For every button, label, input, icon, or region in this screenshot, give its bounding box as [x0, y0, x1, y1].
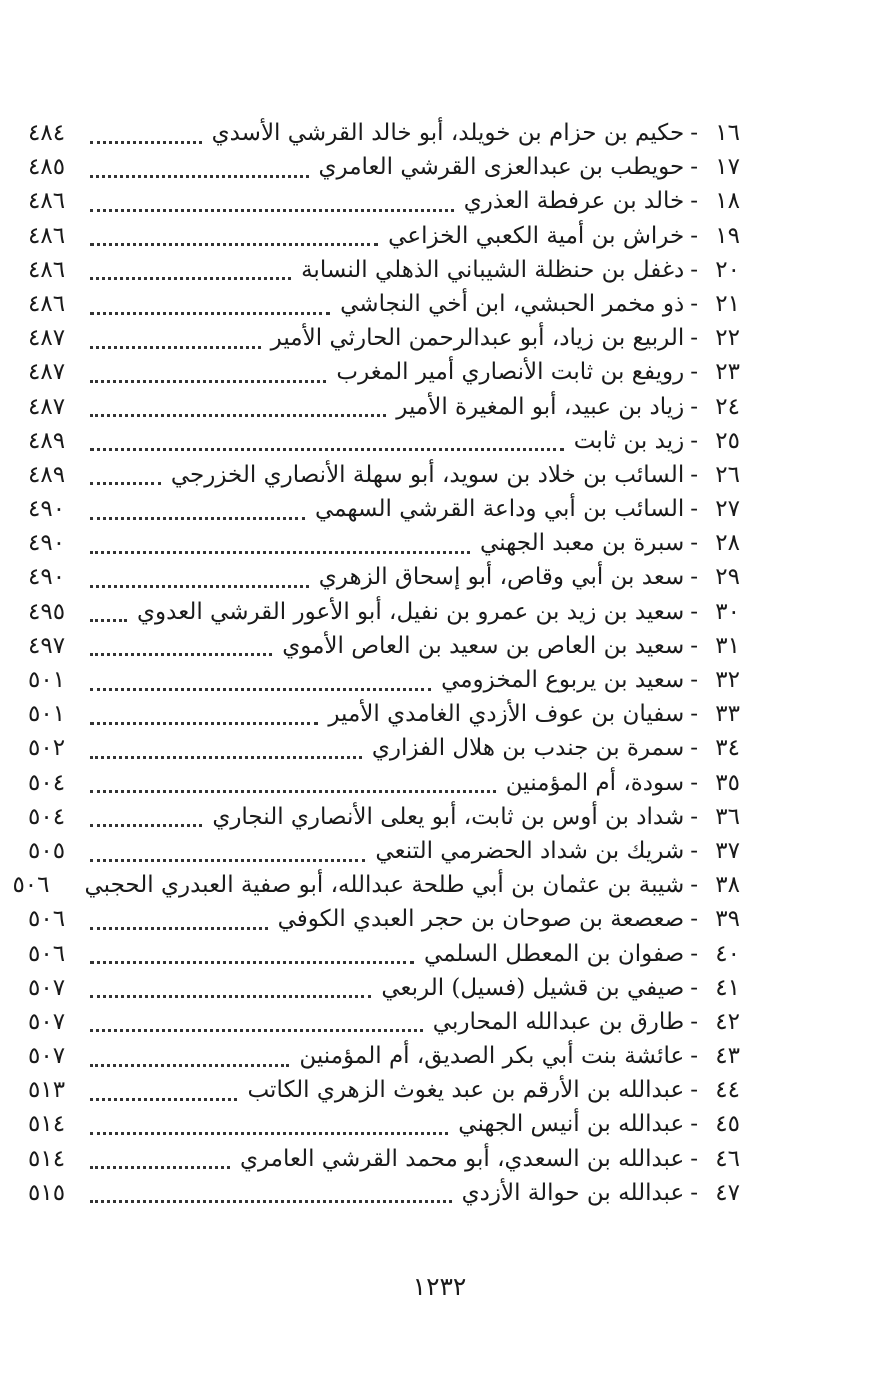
entry-number: ٤٤: [715, 1077, 740, 1104]
leader-dots: [90, 674, 431, 691]
leader-dots: [90, 1084, 237, 1101]
entry-number: ٤٥: [715, 1111, 740, 1138]
entry-title: سودة، أم المؤمنين: [505, 769, 685, 796]
toc-entry: [28, 663, 740, 697]
entry-page-number: ٥١٥: [28, 1179, 66, 1206]
entry-title: عائشة بنت أبي بكر الصديق، أم المؤمنين: [299, 1043, 685, 1070]
entry-dash: -: [690, 496, 698, 523]
leader-dots: [90, 1152, 230, 1169]
entry-page-number: ٥٠٦: [12, 872, 50, 899]
entry-dash: -: [690, 325, 698, 352]
entry-number: ٣٢: [715, 667, 740, 693]
entry-page-number: ٥١٤: [28, 1145, 66, 1172]
entry-page-number: ٥٠٢: [28, 735, 66, 762]
toc-entry: [28, 1005, 740, 1039]
entry-dash: -: [690, 564, 698, 591]
entry-title: ذو مخمر الحبشي، ابن أخي النجاشي: [340, 290, 685, 317]
entry-page-number: ٥١٣: [28, 1077, 66, 1104]
entry-page-number: ٥٠٧: [28, 1008, 66, 1035]
entry-dash: -: [690, 1179, 698, 1206]
entry-number: ٤١: [715, 974, 740, 1001]
entry-dash: -: [690, 974, 698, 1001]
leader-dots: [90, 605, 127, 622]
entry-number: ٢٣: [715, 359, 740, 386]
entry-page-number: ٥٠٧: [28, 1043, 66, 1070]
entry-number: ٤٧: [715, 1179, 740, 1206]
entry-page-number: ٥٠١: [28, 667, 66, 693]
toc-entry: [28, 253, 740, 287]
entry-dash: -: [690, 667, 698, 693]
entry-page-number: ٤٨٧: [28, 393, 66, 420]
toc-entry: [28, 492, 740, 526]
entry-title: شيبة بن عثمان بن أبي طلحة عبدالله، أبو صفية العبدري الحجبي: [84, 872, 685, 899]
entry-number: ٣٧: [715, 837, 740, 864]
entry-dash: -: [690, 1008, 698, 1035]
entry-title: رويفع بن ثابت الأنصاري أمير المغرب: [336, 359, 685, 386]
entry-dash: -: [690, 769, 698, 796]
toc-entry: [28, 219, 740, 253]
entry-dash: -: [690, 188, 698, 215]
entry-dash: -: [690, 461, 698, 488]
leader-dots: [90, 332, 261, 349]
entry-title: سمرة بن جندب بن هلال الفزاري: [371, 735, 685, 762]
entry-number: ١٧: [715, 154, 740, 181]
toc-entry: [28, 424, 740, 458]
entry-number: ٢٢: [715, 325, 740, 352]
toc-entry: [28, 834, 740, 868]
entry-number: ٤٦: [715, 1145, 740, 1172]
entry-title: صفوان بن المعطل السلمي: [423, 940, 685, 967]
entry-title: صعصعة بن صوحان بن حجر العبدي الكوفي: [277, 906, 685, 933]
entry-number: ٣٩: [715, 906, 740, 933]
entry-dash: -: [690, 290, 698, 317]
toc-entry: [28, 116, 740, 150]
entry-dash: -: [690, 803, 698, 830]
entry-dash: -: [690, 1111, 698, 1138]
entry-page-number: ٤٨٩: [28, 461, 66, 488]
entry-number: ١٦: [715, 120, 740, 146]
toc-entry: [28, 1142, 740, 1176]
entry-page-number: ٤٨٥: [28, 154, 66, 181]
entry-number: ١٨: [715, 188, 740, 215]
toc-entry: [28, 1107, 740, 1141]
entry-title: سعيد بن العاص بن سعيد بن العاص الأموي: [282, 632, 685, 659]
entry-page-number: ٤٨٦: [28, 256, 66, 283]
entry-title: عبدالله بن السعدي، أبو محمد القرشي العامري: [239, 1145, 685, 1172]
entry-dash: -: [690, 940, 698, 967]
entry-title: شريك بن شداد الحضرمي التنعي: [375, 837, 685, 864]
entry-page-number: ٥٠٤: [28, 769, 66, 796]
entry-title: الربيع بن زياد، أبو عبدالرحمن الحارثي الأمير: [270, 325, 685, 352]
leader-dots: [90, 1186, 452, 1203]
entry-dash: -: [690, 530, 698, 557]
page-number: ١٢٣٢: [412, 1272, 467, 1301]
toc-entry: [28, 184, 740, 218]
entry-dash: -: [690, 598, 698, 625]
leader-dots: [90, 708, 318, 725]
entry-title: عبدالله بن حوالة الأزدي: [461, 1179, 685, 1206]
toc-entry: [28, 560, 740, 594]
leader-dots: [90, 366, 326, 383]
leader-dots: [90, 161, 309, 178]
entry-number: ٢٦: [715, 461, 740, 488]
entry-title: شداد بن أوس بن ثابت، أبو يعلى الأنصاري النجاري: [212, 803, 685, 830]
toc-entry: [28, 595, 740, 629]
entry-number: ٣١: [715, 632, 740, 659]
entry-page-number: ٥٠٦: [28, 906, 66, 933]
entry-page-number: ٤٨٤: [28, 120, 66, 146]
toc-entry: [28, 150, 740, 184]
entry-number: ٣٨: [715, 872, 740, 899]
entry-number: ٣٥: [715, 769, 740, 796]
entry-title: خالد بن عرفطة العذري: [463, 188, 685, 215]
entry-page-number: ٥٠٦: [28, 940, 66, 967]
toc-entry: [28, 731, 740, 765]
toc-entry: [28, 355, 740, 389]
entry-title: سبرة بن معبد الجهني: [480, 530, 685, 557]
entry-page-number: ٤٨٩: [28, 427, 66, 454]
leader-dots: [90, 742, 362, 759]
toc-entry: [28, 1039, 740, 1073]
entry-title: سعيد بن زيد بن عمرو بن نفيل، أبو الأعور القرشي العدوي: [137, 598, 685, 625]
entry-dash: -: [690, 359, 698, 386]
toc-entry: [28, 629, 740, 663]
entry-dash: -: [690, 120, 698, 146]
toc-entry: [28, 766, 740, 800]
toc-entry: [28, 800, 740, 834]
entry-title: السائب بن خلاد بن سويد، أبو سهلة الأنصاري الخزرجي: [170, 461, 685, 488]
toc-entry: [12, 868, 740, 902]
entry-title: طارق بن عبدالله المحاربي: [432, 1008, 685, 1035]
entry-page-number: ٤٨٧: [28, 359, 66, 386]
toc-entry: [28, 458, 740, 492]
entry-number: ٢١: [715, 290, 740, 317]
leader-dots: [90, 845, 365, 862]
entry-page-number: ٥٠٤: [28, 803, 66, 830]
entry-page-number: ٤٨٦: [28, 188, 66, 215]
entry-number: ٣٦: [715, 803, 740, 830]
entry-title: حكيم بن حزام بن خويلد، أبو خالد القرشي الأسدي: [211, 120, 685, 146]
toc-entry: [28, 390, 740, 424]
leader-dots: [90, 810, 202, 827]
toc-entry: [28, 321, 740, 355]
entry-title: عبدالله بن الأرقم بن عبد يغوث الزهري الكاتب: [247, 1077, 685, 1104]
entry-page-number: ٤٨٧: [28, 325, 66, 352]
entry-page-number: ٤٩٥: [28, 598, 66, 625]
leader-dots: [90, 1050, 289, 1067]
leader-dots: [90, 298, 330, 315]
entry-number: ٣٠: [715, 598, 740, 625]
entry-number: ٣٤: [715, 735, 740, 762]
entry-title: خراش بن أمية الكعبي الخزاعي: [388, 222, 685, 249]
toc-entry: [28, 1073, 740, 1107]
entry-dash: -: [690, 256, 698, 283]
entry-number: ٤٠: [715, 940, 740, 967]
entry-dash: -: [690, 632, 698, 659]
leader-dots: [90, 400, 386, 417]
entry-dash: -: [690, 701, 698, 728]
toc-entry: [28, 902, 740, 936]
leader-dots: [90, 1015, 423, 1032]
toc-entry: [28, 287, 740, 321]
leader-dots: [90, 127, 202, 144]
entry-title: دغفل بن حنظلة الشيباني الذهلي النسابة: [301, 256, 685, 283]
entry-page-number: ٥١٤: [28, 1111, 66, 1138]
entry-dash: -: [690, 735, 698, 762]
entry-dash: -: [690, 1077, 698, 1104]
entry-number: ٢٠: [715, 256, 740, 283]
entry-dash: -: [690, 906, 698, 933]
entry-page-number: ٤٨٦: [28, 290, 66, 317]
entry-page-number: ٥٠١: [28, 701, 66, 728]
leader-dots: [90, 639, 272, 656]
entry-number: ٢٧: [715, 496, 740, 523]
entry-title: سفيان بن عوف الأزدي الغامدي الأمير: [328, 701, 685, 728]
entry-number: ٢٩: [715, 564, 740, 591]
leader-dots: [90, 503, 305, 520]
leader-dots: [90, 947, 414, 964]
leader-dots: [90, 776, 496, 793]
entry-number: ٣٣: [715, 701, 740, 728]
entry-title: سعد بن أبي وقاص، أبو إسحاق الزهري: [318, 564, 685, 591]
entry-title: عبدالله بن أنيس الجهني: [458, 1111, 685, 1138]
leader-dots: [90, 263, 291, 280]
entry-dash: -: [690, 1145, 698, 1172]
leader-dots: [90, 468, 161, 485]
entry-dash: -: [690, 1043, 698, 1070]
entry-dash: -: [690, 427, 698, 454]
entry-number: ٢٤: [715, 393, 740, 420]
entry-number: ٤٣: [715, 1043, 740, 1070]
toc-entry: [28, 526, 740, 560]
entry-number: ٢٨: [715, 530, 740, 557]
entry-title: زياد بن عبيد، أبو المغيرة الأمير: [396, 393, 685, 420]
entry-title: سعيد بن يربوع المخزومي: [441, 667, 685, 693]
entry-number: ٤٢: [715, 1008, 740, 1035]
entry-title: صيفي بن قشيل (فسيل) الربعي: [381, 974, 685, 1001]
entry-title: حويطب بن عبدالعزى القرشي العامري: [318, 154, 685, 181]
entry-page-number: ٤٩٠: [28, 496, 66, 523]
entry-page-number: ٤٨٦: [28, 222, 66, 249]
toc-entry: [28, 937, 740, 971]
entry-title: السائب بن أبي وداعة القرشي السهمي: [314, 496, 685, 523]
leader-dots: [90, 1118, 448, 1135]
toc-entry: [28, 971, 740, 1005]
leader-dots: [90, 195, 454, 212]
entry-page-number: ٤٩٠: [28, 530, 66, 557]
toc-entry: [28, 697, 740, 731]
entry-number: ١٩: [715, 222, 740, 249]
leader-dots: [90, 434, 564, 451]
leader-dots: [90, 571, 309, 588]
entry-page-number: ٤٩٧: [28, 632, 66, 659]
entry-dash: -: [690, 837, 698, 864]
leader-dots: [90, 981, 371, 998]
leader-dots: [90, 537, 470, 554]
entry-dash: -: [690, 872, 698, 899]
entry-page-number: ٤٩٠: [28, 564, 66, 591]
entry-title: زيد بن ثابت: [573, 427, 685, 454]
leader-dots: [90, 229, 378, 246]
entry-dash: -: [690, 154, 698, 181]
entry-number: ٢٥: [715, 427, 740, 454]
entry-page-number: ٥٠٥: [28, 837, 66, 864]
entry-dash: -: [690, 222, 698, 249]
entry-dash: -: [690, 393, 698, 420]
leader-dots: [90, 913, 268, 930]
toc-entry: [28, 1176, 740, 1210]
entry-page-number: ٥٠٧: [28, 974, 66, 1001]
table-of-contents: [12, 116, 740, 1210]
